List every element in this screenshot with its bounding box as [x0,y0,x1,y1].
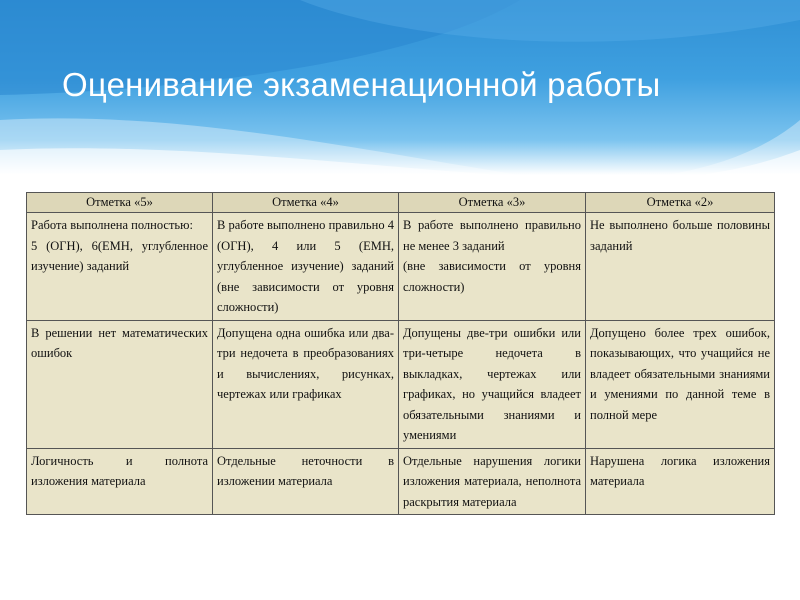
cell-text: Логичность и полнота изложения материала [31,453,208,488]
cell-text: Нарушена логика изложения материала [590,453,770,488]
cell-text: Допущены две-три ошибки или три-четыре недочета в выкладках, чертежах или графиках, но учащийся владеет обязательными знаниями и умениями [403,325,581,442]
cell-text: Допущено более трех ошибок, показывающих, что учащийся не владеет обязательными знаниями и умениями по данной теме в полной мере [590,325,770,422]
cell-text: В работе выполнено правильно не менее 3 заданий [403,218,581,253]
header-grade-3: Отметка «3» [399,193,586,213]
table-cell [27,448,213,515]
grading-table-container [26,192,774,515]
header-grade-4: Отметка «4» [213,193,399,213]
cell-text: Работа выполнена полностью: [31,218,193,232]
table-cell [213,320,399,448]
table-cell [586,448,775,515]
header-grade-5: Отметка «5» [27,193,213,213]
cell-text: Отдельные нарушения логики изложения материала, неполнота раскрытия материала [403,453,581,509]
table-cell [213,213,399,321]
table-cell [399,320,586,448]
table-row [27,213,775,321]
table-cell [586,320,775,448]
header-grade-2: Отметка «2» [586,193,775,213]
table-row [27,448,775,515]
cell-text: В работе выполнено правильно 4 (ОГН), 4 или 5 (ЕМН, углубленное изучение) заданий (вне зависимости от уровня сложности) [217,218,394,314]
table-cell [399,448,586,515]
cell-text: Отдельные неточности в изложении материала [217,453,394,488]
table-header-row [27,193,775,213]
cell-text: (вне зависимости от уровня сложности) [403,259,581,294]
table-cell [27,213,213,321]
cell-text: В решении нет математических ошибок [31,325,208,360]
cell-text: 5 (ОГН), 6(ЕМН, углубленное изучение) заданий [31,238,208,273]
slide-header [0,0,800,175]
table-cell [213,448,399,515]
table-cell [27,320,213,448]
cell-text: Допущена одна ошибка или два-три недочета в преобразованиях и вычислениях, рисунках, чертежах или графиках [217,325,394,401]
table-cell [586,213,775,321]
table-cell [399,213,586,321]
table-row [27,320,775,448]
page-title: Оценивание экзаменационной работы [62,66,661,103]
cell-text: Не выполнено больше половины заданий [590,218,770,253]
grading-table [26,192,775,515]
